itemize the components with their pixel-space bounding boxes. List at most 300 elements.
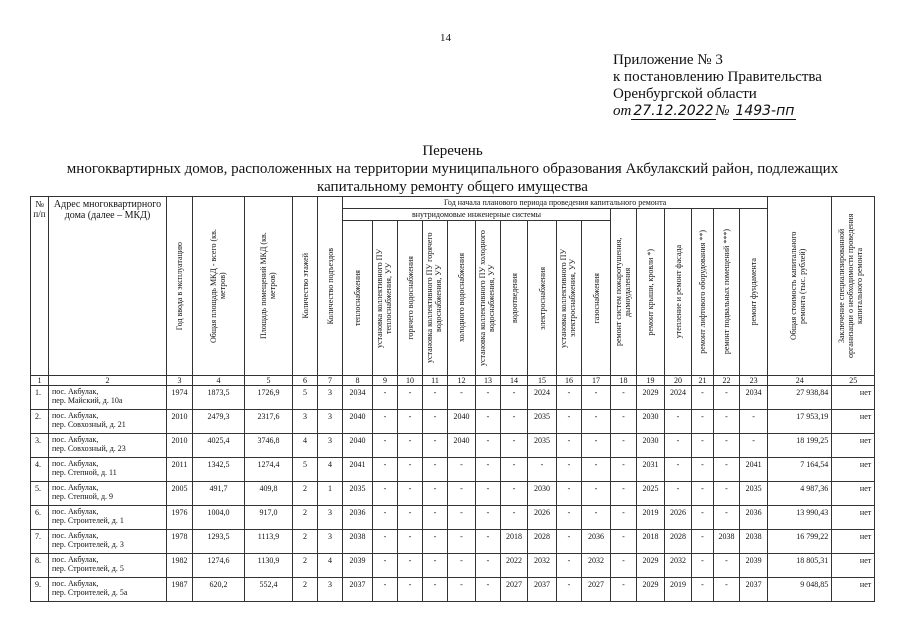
- table-cell: 9 048,85: [768, 578, 832, 602]
- table-cell: -: [423, 530, 448, 554]
- table-cell: 18 805,31: [768, 554, 832, 578]
- table-cell: -: [448, 554, 476, 578]
- table-cell: -: [501, 410, 528, 434]
- table-cell: -: [714, 482, 740, 506]
- table-cell: 1974: [167, 386, 193, 410]
- table-cell: 2032: [665, 554, 692, 578]
- table-cell: -: [692, 506, 714, 530]
- table-cell: -: [501, 506, 528, 530]
- table-cell: 2019: [637, 506, 665, 530]
- title-line: многоквартирных домов, расположенных на территории муниципального образования Акбулакский район, подлежащих: [66, 161, 839, 177]
- table-cell: 3: [293, 410, 318, 434]
- table-cell: 2037: [740, 578, 768, 602]
- address-cell: [49, 554, 167, 578]
- table-cell: -: [448, 530, 476, 554]
- table-cell: 2040: [448, 410, 476, 434]
- table-cell: 3: [318, 578, 343, 602]
- row-number: 4.: [31, 458, 49, 482]
- header-floors: Количество этажей: [293, 197, 318, 376]
- table-cell: -: [423, 458, 448, 482]
- table-cell: 1004,0: [193, 506, 245, 530]
- table-cell: 2026: [528, 506, 557, 530]
- header-entrances: Количество подъездов: [318, 197, 343, 376]
- table-cell: 2030: [637, 410, 665, 434]
- table-row: [31, 458, 875, 482]
- table-cell: 2037: [528, 578, 557, 602]
- table-cell: 409,8: [245, 482, 293, 506]
- column-number: 7: [318, 376, 343, 386]
- table-cell: -: [557, 482, 582, 506]
- table-cell: -: [582, 410, 611, 434]
- column-number: 15: [528, 376, 557, 386]
- table-cell: 3: [318, 410, 343, 434]
- column-number: 24: [768, 376, 832, 386]
- table-cell: -: [557, 506, 582, 530]
- table-cell: 2024: [528, 386, 557, 410]
- table-cell: -: [423, 482, 448, 506]
- table-cell: -: [448, 506, 476, 530]
- row-number: 3.: [31, 434, 49, 458]
- table-cell: -: [582, 386, 611, 410]
- table-cell: -: [611, 578, 637, 602]
- column-number: 25: [832, 376, 875, 386]
- table-cell: 3: [318, 386, 343, 410]
- table-cell: нет: [832, 434, 875, 458]
- appendix-block: [613, 52, 822, 120]
- table-cell: -: [501, 434, 528, 458]
- address-cell: [49, 482, 167, 506]
- header-address: Адрес многоквартирного дома (далее – МКД): [49, 197, 167, 376]
- address-line: пер. Совхозный, д. 21: [52, 420, 126, 429]
- table-cell: -: [557, 434, 582, 458]
- table-cell: -: [501, 386, 528, 410]
- column-number: 18: [611, 376, 637, 386]
- address-line: пос. Акбулак,: [52, 459, 99, 468]
- table-cell: 13 990,43: [768, 506, 832, 530]
- header-roof: ремонт крыши, кровли *): [637, 209, 665, 376]
- address-line: пер. Строителей, д. 1: [52, 516, 124, 525]
- table-cell: -: [692, 386, 714, 410]
- handwritten-date: 27.12.2022: [633, 103, 714, 119]
- address-cell: [49, 530, 167, 554]
- table-cell: -: [582, 506, 611, 530]
- table-cell: -: [557, 458, 582, 482]
- row-number: 2.: [31, 410, 49, 434]
- table-cell: -: [692, 410, 714, 434]
- table-cell: 2027: [582, 578, 611, 602]
- table-cell: 2035: [343, 482, 373, 506]
- header-hot-meter: установка коллективного ПУ горячего водоснабжения, УУ: [423, 221, 448, 376]
- header-sewage: водоотведения: [501, 221, 528, 376]
- table-cell: 2029: [637, 578, 665, 602]
- table-cell: 2039: [343, 554, 373, 578]
- table-cell: 2027: [501, 578, 528, 602]
- appendix-line: Оренбургской области: [613, 86, 757, 102]
- table-cell: -: [611, 506, 637, 530]
- table-cell: -: [423, 386, 448, 410]
- table-cell: -: [373, 410, 398, 434]
- table-cell: 4 987,36: [768, 482, 832, 506]
- column-number: 22: [714, 376, 740, 386]
- houses-table: [30, 196, 875, 602]
- table-cell: -: [373, 554, 398, 578]
- address-line: пер. Строителей, д. 3: [52, 540, 124, 549]
- table-cell: 2040: [343, 434, 373, 458]
- header-cold-water: холодного водоснабжения: [448, 221, 476, 376]
- address-line: пер. Майский, д. 10а: [52, 396, 123, 405]
- table-cell: 18 199,25: [768, 434, 832, 458]
- table-cell: 2039: [740, 554, 768, 578]
- table-cell: 2005: [167, 482, 193, 506]
- table-cell: -: [692, 458, 714, 482]
- table-cell: 3: [318, 434, 343, 458]
- address-line: пос. Акбулак,: [52, 387, 99, 396]
- table-cell: 2035: [740, 482, 768, 506]
- table-cell: -: [476, 458, 501, 482]
- table-cell: 4: [318, 458, 343, 482]
- table-row: [31, 386, 875, 410]
- header-total-area: Общая площадь МКД - всего (кв. метров): [193, 197, 245, 376]
- table-cell: -: [373, 530, 398, 554]
- table-cell: 491,7: [193, 482, 245, 506]
- table-cell: 1130,9: [245, 554, 293, 578]
- address-cell: [49, 386, 167, 410]
- table-cell: -: [423, 506, 448, 530]
- column-number: 5: [245, 376, 293, 386]
- table-cell: -: [665, 482, 692, 506]
- header-electric: электроснабжения: [528, 221, 557, 376]
- table-cell: 2018: [637, 530, 665, 554]
- table-cell: -: [692, 434, 714, 458]
- table-cell: нет: [832, 386, 875, 410]
- table-cell: -: [423, 434, 448, 458]
- table-cell: 2010: [167, 434, 193, 458]
- table-cell: 2037: [343, 578, 373, 602]
- table-cell: -: [557, 578, 582, 602]
- table-cell: нет: [832, 458, 875, 482]
- table-cell: -: [557, 530, 582, 554]
- column-number: 19: [637, 376, 665, 386]
- table-cell: 2019: [665, 578, 692, 602]
- column-number: 8: [343, 376, 373, 386]
- table-cell: -: [476, 410, 501, 434]
- header-cold-meter: установка коллективного ПУ холодного водоснабжения, УУ: [476, 221, 501, 376]
- header-gas: газоснабжения: [582, 221, 611, 376]
- row-number: 9.: [31, 578, 49, 602]
- table-cell: 1976: [167, 506, 193, 530]
- table-cell: 4: [293, 434, 318, 458]
- table-cell: -: [398, 458, 423, 482]
- table-cell: 4: [318, 554, 343, 578]
- column-number-row: [31, 376, 875, 386]
- page-number: 14: [440, 32, 451, 44]
- column-number: 13: [476, 376, 501, 386]
- table-cell: -: [692, 482, 714, 506]
- column-number: 12: [448, 376, 476, 386]
- table-cell: -: [528, 458, 557, 482]
- table-cell: -: [714, 434, 740, 458]
- table-cell: -: [398, 482, 423, 506]
- document-title: [0, 142, 905, 196]
- address-line: пос. Акбулак,: [52, 435, 99, 444]
- table-cell: 17 953,19: [768, 410, 832, 434]
- table-cell: 2030: [637, 434, 665, 458]
- table-cell: нет: [832, 554, 875, 578]
- table-cell: -: [714, 386, 740, 410]
- table-cell: 5: [293, 386, 318, 410]
- table-cell: нет: [832, 578, 875, 602]
- table-cell: 4025,4: [193, 434, 245, 458]
- appendix-line: Приложение № 3: [613, 52, 723, 68]
- header-heat-meter: установка коллективного ПУ теплоснабжения, УУ: [373, 221, 398, 376]
- table-cell: 2: [293, 554, 318, 578]
- address-cell: [49, 578, 167, 602]
- address-cell: [49, 506, 167, 530]
- table-cell: 1726,9: [245, 386, 293, 410]
- table-cell: -: [423, 578, 448, 602]
- table-cell: 2022: [501, 554, 528, 578]
- table-cell: 2010: [167, 410, 193, 434]
- table-cell: -: [665, 434, 692, 458]
- table-cell: 2038: [714, 530, 740, 554]
- table-body: [31, 386, 875, 602]
- table-cell: 2038: [740, 530, 768, 554]
- table-cell: 2: [293, 578, 318, 602]
- table-cell: -: [398, 530, 423, 554]
- table-cell: -: [448, 578, 476, 602]
- table-cell: 1982: [167, 554, 193, 578]
- header-electric-meter: установка коллективного ПУ электроснабжения, УУ: [557, 221, 582, 376]
- column-number: 11: [423, 376, 448, 386]
- table-cell: -: [665, 458, 692, 482]
- table-cell: 2028: [665, 530, 692, 554]
- table-cell: -: [611, 458, 637, 482]
- title-line: Перечень: [422, 143, 483, 159]
- table-cell: -: [611, 530, 637, 554]
- table-cell: 1274,6: [193, 554, 245, 578]
- address-line: пос. Акбулак,: [52, 483, 99, 492]
- address-line: пос. Акбулак,: [52, 411, 99, 420]
- table-row: [31, 434, 875, 458]
- table-cell: -: [692, 578, 714, 602]
- table-cell: -: [501, 482, 528, 506]
- table-cell: -: [398, 434, 423, 458]
- column-number: 20: [665, 376, 692, 386]
- table-cell: -: [582, 482, 611, 506]
- table-cell: -: [398, 410, 423, 434]
- address-line: пос. Акбулак,: [52, 555, 99, 564]
- table-cell: 2040: [448, 434, 476, 458]
- address-cell: [49, 458, 167, 482]
- column-number: 16: [557, 376, 582, 386]
- table-cell: -: [373, 458, 398, 482]
- table-cell: 3: [318, 530, 343, 554]
- address-cell: [49, 434, 167, 458]
- table-cell: 2029: [637, 386, 665, 410]
- table-cell: 2035: [528, 434, 557, 458]
- table-cell: -: [398, 386, 423, 410]
- table-cell: 1: [318, 482, 343, 506]
- table-cell: -: [448, 458, 476, 482]
- table-cell: -: [476, 434, 501, 458]
- table-cell: 2036: [582, 530, 611, 554]
- table-cell: 1978: [167, 530, 193, 554]
- table-cell: 2031: [637, 458, 665, 482]
- table-cell: 2038: [343, 530, 373, 554]
- table-cell: 2032: [528, 554, 557, 578]
- table-cell: 2036: [740, 506, 768, 530]
- table-cell: -: [476, 554, 501, 578]
- table-cell: -: [398, 578, 423, 602]
- table-cell: -: [714, 458, 740, 482]
- table-cell: 2035: [528, 410, 557, 434]
- column-number: 10: [398, 376, 423, 386]
- table-cell: 2030: [528, 482, 557, 506]
- column-number: 1: [31, 376, 49, 386]
- header-heating: теплоснабжения: [343, 221, 373, 376]
- table-row: [31, 530, 875, 554]
- table-cell: -: [714, 410, 740, 434]
- row-number: 7.: [31, 530, 49, 554]
- table-cell: 2025: [637, 482, 665, 506]
- header-start-group: Год начала планового периода проведения капитального ремонта: [343, 197, 768, 209]
- table-cell: 1987: [167, 578, 193, 602]
- table-cell: 2: [293, 506, 318, 530]
- header-fire: ремонт систем пожаротушения, дымоудаления: [611, 209, 637, 376]
- header-elevator: ремонт лифтового оборудования **): [692, 209, 714, 376]
- header-facade: утепление и ремонт фасада: [665, 209, 692, 376]
- table-cell: -: [714, 578, 740, 602]
- table-cell: -: [476, 530, 501, 554]
- table-cell: -: [373, 434, 398, 458]
- table-cell: 917,0: [245, 506, 293, 530]
- column-number: 21: [692, 376, 714, 386]
- table-cell: 2479,3: [193, 410, 245, 434]
- header-hot-water: горячего водоснабжения: [398, 221, 423, 376]
- table-cell: -: [557, 410, 582, 434]
- table-cell: 2034: [740, 386, 768, 410]
- column-number: 4: [193, 376, 245, 386]
- address-line: пос. Акбулак,: [52, 507, 99, 516]
- table-cell: -: [476, 386, 501, 410]
- table-cell: 2029: [637, 554, 665, 578]
- table-cell: 2317,6: [245, 410, 293, 434]
- table-cell: нет: [832, 482, 875, 506]
- table-cell: нет: [832, 530, 875, 554]
- row-number: 1.: [31, 386, 49, 410]
- table-cell: 1873,5: [193, 386, 245, 410]
- table-cell: -: [611, 410, 637, 434]
- table-row: [31, 410, 875, 434]
- title-line: капитальному ремонту общего имущества: [317, 179, 588, 195]
- table-cell: -: [448, 386, 476, 410]
- header-total-cost: Общая стоимость капитального ремонта (тыс. рублей): [768, 197, 832, 376]
- address-cell: [49, 410, 167, 434]
- address-line: пер. Строителей, д. 5а: [52, 588, 128, 597]
- address-line: пос. Акбулак,: [52, 531, 99, 540]
- table-cell: 2: [293, 530, 318, 554]
- table-cell: -: [611, 482, 637, 506]
- table-cell: -: [476, 482, 501, 506]
- row-number: 8.: [31, 554, 49, 578]
- table-cell: нет: [832, 506, 875, 530]
- no-label: №: [715, 103, 730, 119]
- table-cell: -: [373, 578, 398, 602]
- table-cell: 7 164,54: [768, 458, 832, 482]
- column-number: 23: [740, 376, 768, 386]
- table-cell: -: [476, 578, 501, 602]
- header-foundation: ремонт фундамента: [740, 209, 768, 376]
- header-no: № п/п: [31, 197, 49, 376]
- address-line: пер. Степной, д. 11: [52, 468, 117, 477]
- column-number: 6: [293, 376, 318, 386]
- table-cell: 2018: [501, 530, 528, 554]
- address-line: пос. Акбулак,: [52, 579, 99, 588]
- table-cell: нет: [832, 410, 875, 434]
- table-cell: -: [611, 434, 637, 458]
- table-row: [31, 506, 875, 530]
- table-cell: -: [398, 554, 423, 578]
- table-cell: -: [373, 482, 398, 506]
- table-cell: 552,4: [245, 578, 293, 602]
- table-cell: 1293,5: [193, 530, 245, 554]
- table-cell: 1342,5: [193, 458, 245, 482]
- address-line: пер. Строителей, д. 5: [52, 564, 124, 573]
- table-cell: 3746,8: [245, 434, 293, 458]
- table-cell: 2011: [167, 458, 193, 482]
- column-number: 2: [49, 376, 167, 386]
- table-cell: -: [692, 554, 714, 578]
- table-cell: -: [373, 506, 398, 530]
- table-cell: 2041: [740, 458, 768, 482]
- column-number: 9: [373, 376, 398, 386]
- header-year-built: Год ввода в эксплуатацию: [167, 197, 193, 376]
- table-cell: -: [557, 386, 582, 410]
- table-cell: 1274,4: [245, 458, 293, 482]
- appendix-signature: [613, 103, 822, 120]
- address-line: пер. Степной, д. 9: [52, 492, 114, 501]
- table-cell: -: [714, 554, 740, 578]
- table-cell: -: [582, 458, 611, 482]
- table-cell: -: [448, 482, 476, 506]
- table-cell: 2026: [665, 506, 692, 530]
- table-row: [31, 482, 875, 506]
- table-cell: 27 938,84: [768, 386, 832, 410]
- table-cell: 2041: [343, 458, 373, 482]
- row-number: 5.: [31, 482, 49, 506]
- table-cell: -: [611, 386, 637, 410]
- table-cell: 2034: [343, 386, 373, 410]
- row-number: 6.: [31, 506, 49, 530]
- table-cell: -: [740, 434, 768, 458]
- table-cell: -: [557, 554, 582, 578]
- header-systems-group: внутридомовые инженерные системы: [343, 209, 611, 221]
- appendix-line: к постановлению Правительства: [613, 69, 822, 85]
- table-cell: -: [398, 506, 423, 530]
- table-cell: 2040: [343, 410, 373, 434]
- table-cell: 2: [293, 482, 318, 506]
- column-number: 3: [167, 376, 193, 386]
- table-cell: 16 799,22: [768, 530, 832, 554]
- table-row: [31, 578, 875, 602]
- table-cell: -: [476, 506, 501, 530]
- header-basement: ремонт подвальных помещений ***): [714, 209, 740, 376]
- table-cell: -: [692, 530, 714, 554]
- table-cell: -: [665, 410, 692, 434]
- header-conclusion: Заключение специализированной организации о необходимости проведения капитального ремонта: [832, 197, 875, 376]
- table-cell: -: [740, 410, 768, 434]
- column-number: 14: [501, 376, 528, 386]
